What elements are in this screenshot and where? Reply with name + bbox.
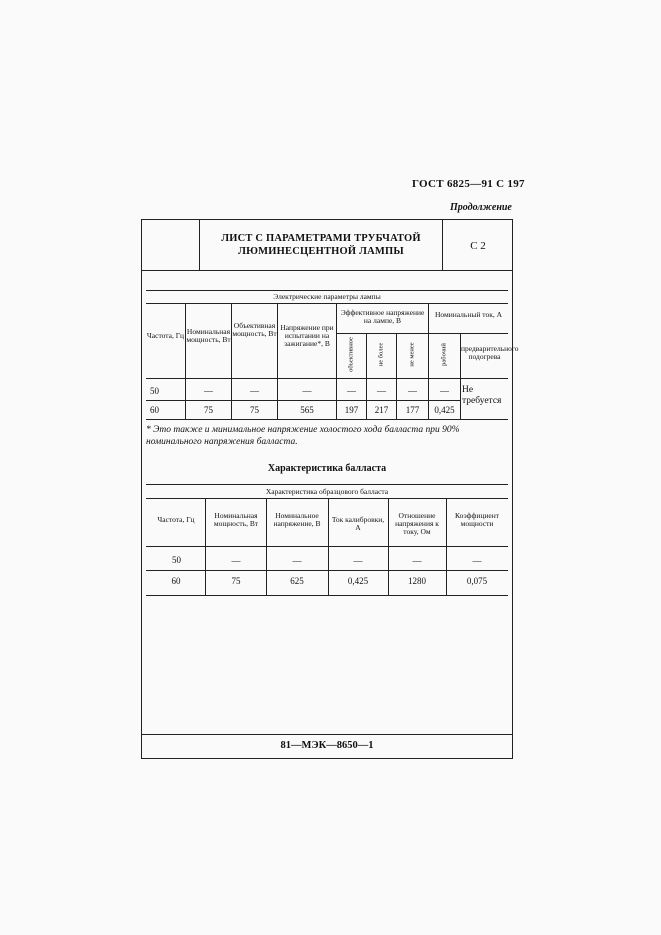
t1-row2-power: 75: [204, 405, 213, 415]
t1-row1-eff-max: —: [377, 386, 386, 396]
section-title: Характеристика балласта: [267, 463, 387, 474]
t2-header-power: Номинальная мощность, Вт: [213, 511, 259, 528]
t1-row2-freq: 60: [150, 405, 159, 415]
t1-header-bottom-rule: [146, 378, 508, 379]
table1-caption: Электрические параметры лампы: [273, 292, 381, 301]
footnote: * Это также и минимальное напряжение холостого хода балласта при 90% номинального напряжения балласта.: [146, 425, 460, 447]
t1-header-cur-pre: предварительного подогрева: [461, 344, 519, 361]
sheet-title-line2: ЛЮМИНЕСЦЕНТНОЙ ЛАМПЫ: [238, 246, 404, 257]
t2-row1-voltage: —: [292, 556, 302, 566]
t2-row1-freq: 50: [172, 555, 181, 565]
t1-header-current: Номинальный ток, А: [434, 310, 503, 319]
sheet-number: С 2: [470, 240, 486, 252]
t1-subheader-rule: [336, 333, 508, 334]
t2-header-ratio: Отношение напряжения к току, Ом: [395, 511, 439, 536]
table2-top-rule: [146, 484, 508, 485]
t2-row-rule: [146, 570, 508, 571]
t1-row2-cur-work: 0,425: [434, 405, 455, 415]
t1-row1-cur-pre: Не требуется: [462, 385, 502, 406]
t2-row1-cal-current: —: [353, 556, 363, 566]
footer-rule: [141, 734, 513, 735]
table2-caption: Характеристика образцового балласта: [265, 487, 389, 496]
t1-header-eff-voltage: Эффективное напряжение на лампе, В: [340, 308, 425, 325]
t1-row-rule: [146, 400, 460, 401]
title-divider-right: [442, 219, 443, 271]
t2-row1-ratio: —: [412, 556, 422, 566]
title-divider-left: [199, 219, 200, 271]
t1-vline: [185, 303, 186, 419]
t1-header-power: Номинальная мощность, Вт: [186, 327, 231, 344]
t2-row2-voltage: 625: [290, 576, 304, 586]
t1-header-test-voltage: Напряжение при испытании на зажигание*, В: [280, 323, 334, 348]
table2-caption-rule: [146, 498, 508, 499]
t2-row2-power: 75: [231, 576, 241, 586]
t2-row2-cal-current: 0,425: [347, 576, 369, 586]
t1-row1-cur-work: —: [440, 386, 449, 396]
t1-row1-eff-obj: —: [347, 386, 356, 396]
t1-row1-test-voltage: —: [302, 386, 312, 396]
t1-row1-power: —: [204, 386, 213, 396]
t1-row1-rel-power: —: [250, 386, 259, 396]
t2-header-cal-current: Ток калибровки, А: [331, 515, 385, 532]
table1-top-rule: [146, 290, 508, 291]
document-code: ГОСТ 6825—91 С 197: [412, 178, 525, 190]
t2-header-freq: Частота, Гц: [157, 515, 195, 524]
t1-header-freq: Частота, Гц: [146, 331, 185, 340]
t2-row2-freq: 60: [171, 576, 181, 586]
t1-row2-test-voltage: 565: [300, 405, 314, 415]
sheet-title-line1: ЛИСТ С ПАРАМЕТРАМИ ТРУБЧАТОЙ: [221, 233, 421, 244]
t2-row2-ratio: 1280: [408, 576, 426, 586]
t1-row2-eff-max: 217: [374, 405, 389, 415]
t2-row1-power: —: [231, 556, 241, 566]
t1-row1-eff-min: —: [408, 386, 417, 396]
t1-header-eff-min: не менее: [408, 342, 416, 367]
t1-row2-eff-obj: 197: [344, 405, 359, 415]
t1-vline: [231, 303, 232, 419]
t1-header-eff-max: не более: [377, 342, 385, 367]
t1-bottom-rule: [146, 419, 508, 420]
footer-code: 81—МЭК—8650—1: [280, 740, 374, 751]
t2-row1-pf: —: [472, 556, 482, 566]
sheet-title: [205, 232, 437, 258]
t1-header-eff-obj: объективное: [347, 337, 355, 372]
t2-header-bottom-rule: [146, 546, 508, 547]
t1-row2-rel-power: 75: [250, 405, 259, 415]
t1-row2-eff-min: 177: [405, 405, 420, 415]
continuation-label: Продолжение: [450, 202, 512, 213]
t2-header-pf: Коэффициент мощности: [455, 511, 499, 528]
table1-caption-rule: [146, 303, 508, 304]
t1-header-rel-power: Объективная мощность, Вт: [232, 321, 277, 338]
t2-header-voltage: Номинальное напряжение, В: [273, 511, 321, 528]
t1-vline: [428, 303, 429, 419]
t2-bottom-rule: [146, 595, 508, 596]
t2-row2-pf: 0,075: [466, 576, 488, 586]
t1-row1-freq: 50: [150, 386, 159, 396]
t1-vline: [277, 303, 278, 419]
t1-header-cur-work: рабочий: [440, 343, 448, 366]
